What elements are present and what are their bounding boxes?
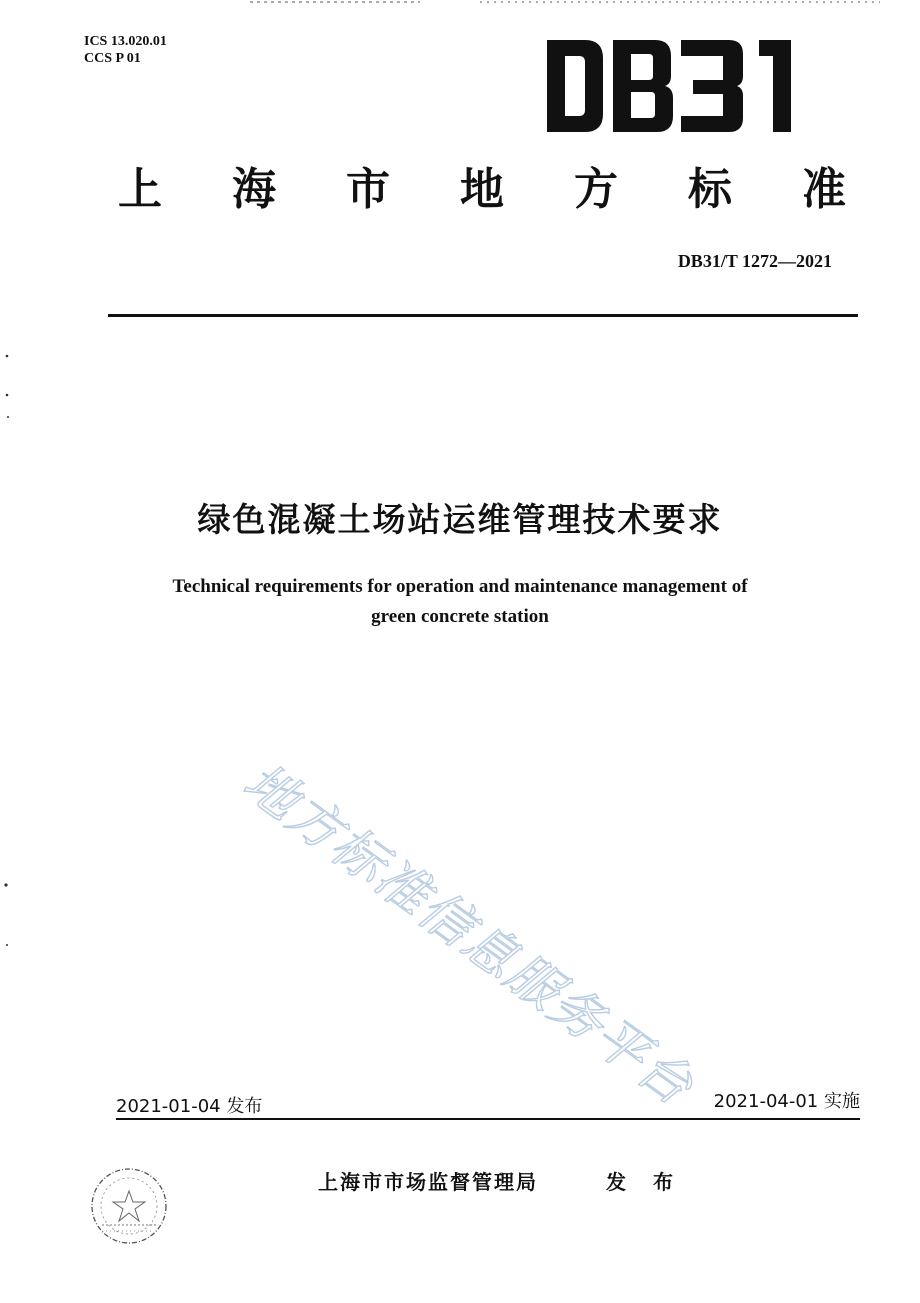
ccs-code: CCS P 01 [84, 51, 141, 66]
title-english-line-1: Technical requirements for operation and maintenance management of [172, 576, 748, 597]
seal-stamp-icon [88, 1165, 170, 1247]
standard-type-char: 方 [574, 164, 618, 215]
watermark-text: 地方标准信息服务平台 [232, 751, 705, 1118]
bottom-divider [116, 1118, 860, 1120]
publish-date: 2021-01-04 发布 [116, 1096, 263, 1117]
issue-action: 发 布 [606, 1170, 683, 1194]
title-english-line-2: green concrete station [371, 606, 549, 627]
standard-type-char: 标 [688, 164, 732, 215]
standard-type-char: 地 [460, 164, 504, 215]
implement-date: 2021-04-01 实施 [713, 1091, 860, 1112]
standard-code: DB31/T 1272—2021 [677, 251, 832, 271]
standard-type-char: 市 [346, 164, 390, 215]
title-chinese: 绿色混凝土场站运维管理技术要求 [197, 500, 723, 539]
ics-code: ICS 13.020.01 [84, 34, 167, 49]
standard-type-char: 海 [232, 164, 276, 215]
standard-type-char: 准 [802, 164, 846, 215]
standard-type-char: 上 [118, 164, 162, 215]
issuing-authority: 上海市市场监督管理局 [318, 1170, 538, 1194]
